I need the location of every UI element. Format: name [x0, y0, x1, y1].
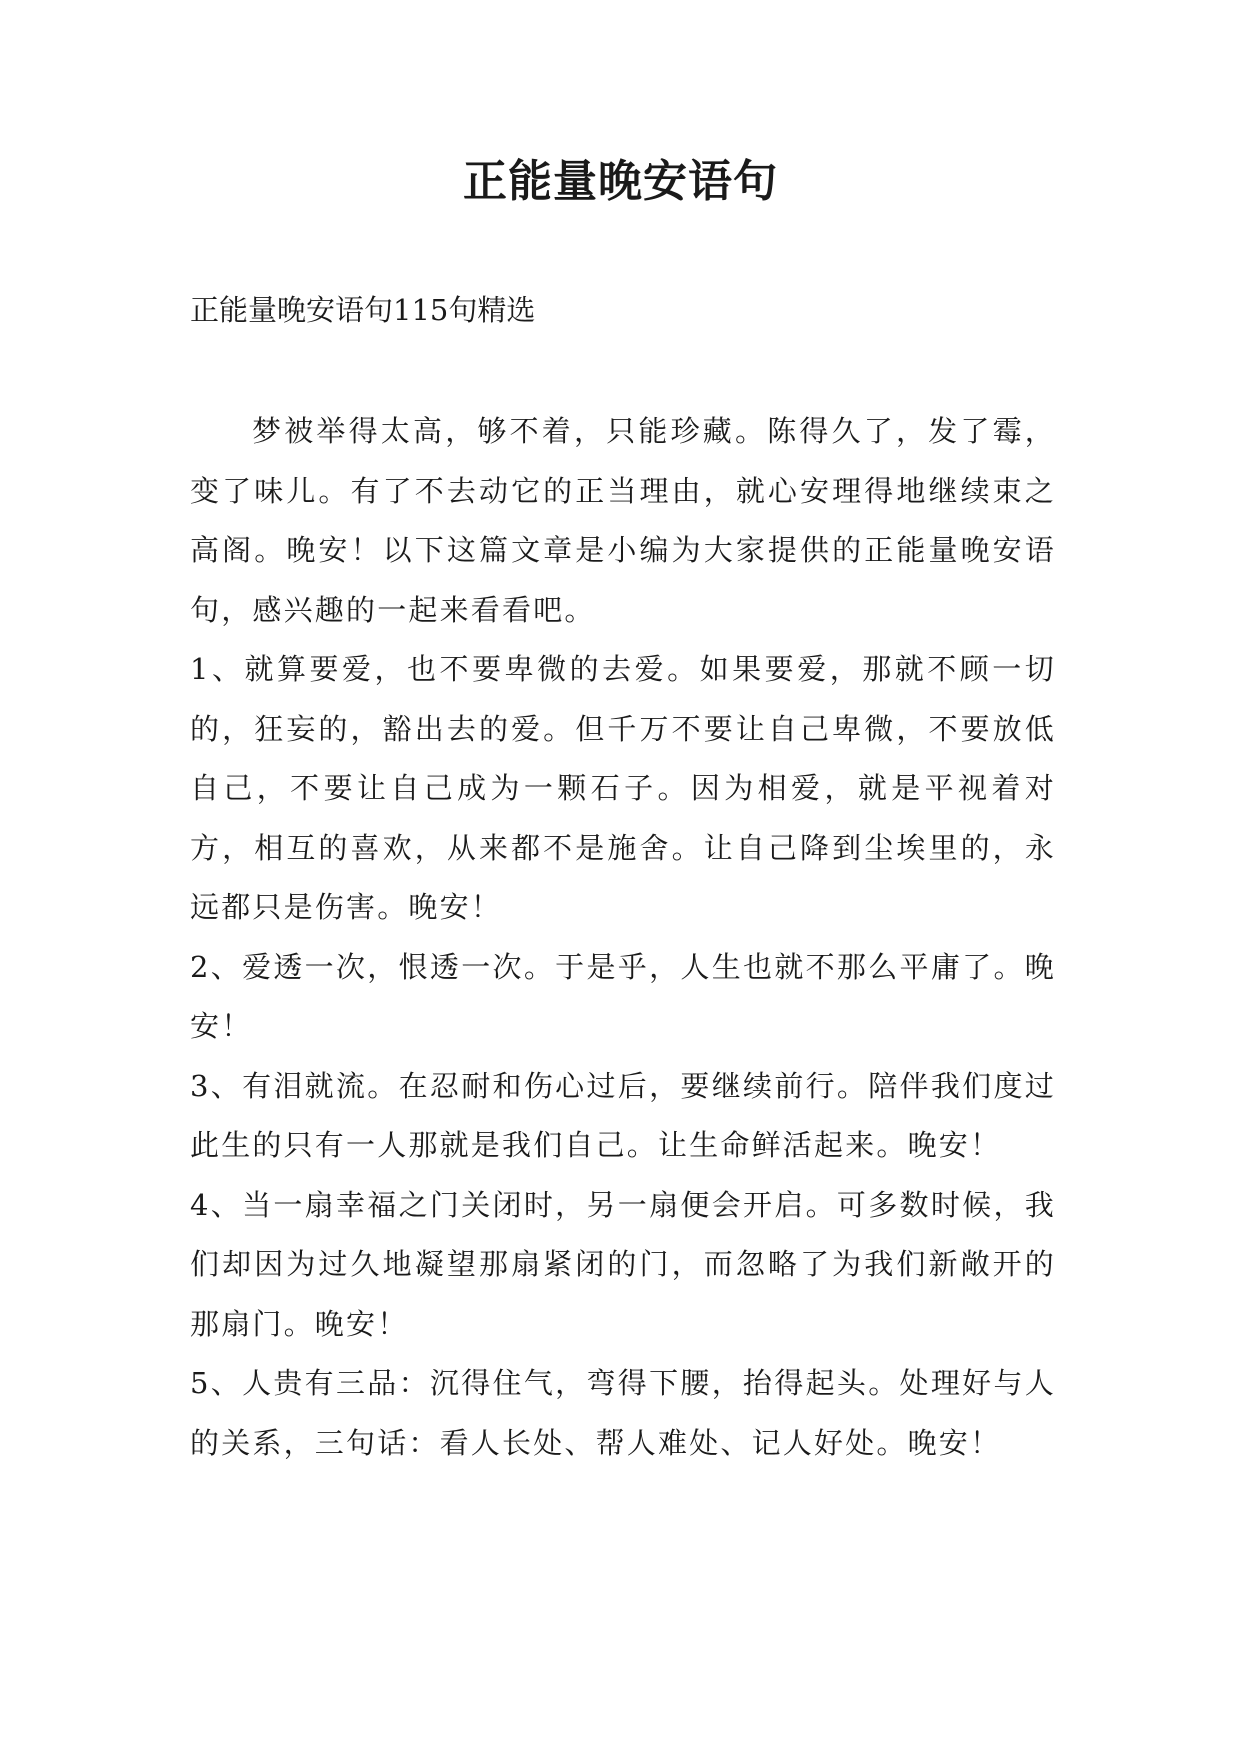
document-body — [190, 402, 1056, 1473]
quote-item-1: 1、就算要爱，也不要卑微的去爱。如果要爱，那就不顾一切的，狂妄的，豁出去的爱。但千万不要让自己卑微，不要放低自己，不要让自己成为一颗石子。因为相爱，就是平视着对方，相互的喜欢，从来都不是施舍。让自己降到尘埃里的，永远都只是伤害。晚安！ — [190, 652, 1056, 924]
document-title: 正能量晚安语句 — [463, 156, 778, 207]
quote-item-5: 5、人贵有三品：沉得住气，弯得下腰，抬得起头。处理好与人的关系，三句话：看人长处、帮人难处、记人好处。晚安！ — [190, 1366, 1056, 1460]
document-subtitle: 正能量晚安语句115句精选 — [190, 293, 536, 327]
intro-paragraph: 梦被举得太高，够不着，只能珍藏。陈得久了，发了霉，变了味儿。有了不去动它的正当理由，就心安理得地继续束之高阁。晚安！以下这篇文章是小编为大家提供的正能量晚安语句，感兴趣的一起来看看吧。 — [190, 414, 1056, 627]
quote-item-4: 4、当一扇幸福之门关闭时，另一扇便会开启。可多数时候，我们却因为过久地凝望那扇紧闭的门，而忽略了为我们新敞开的那扇门。晚安！ — [190, 1187, 1056, 1341]
quote-item-3: 3、有泪就流。在忍耐和伤心过后，要继续前行。陪伴我们度过此生的只有一人那就是我们自己。让生命鲜活起来。晚安！ — [190, 1068, 1056, 1162]
quote-item-2: 2、爱透一次，恨透一次。于是乎，人生也就不那么平庸了。晚安！ — [190, 949, 1056, 1043]
